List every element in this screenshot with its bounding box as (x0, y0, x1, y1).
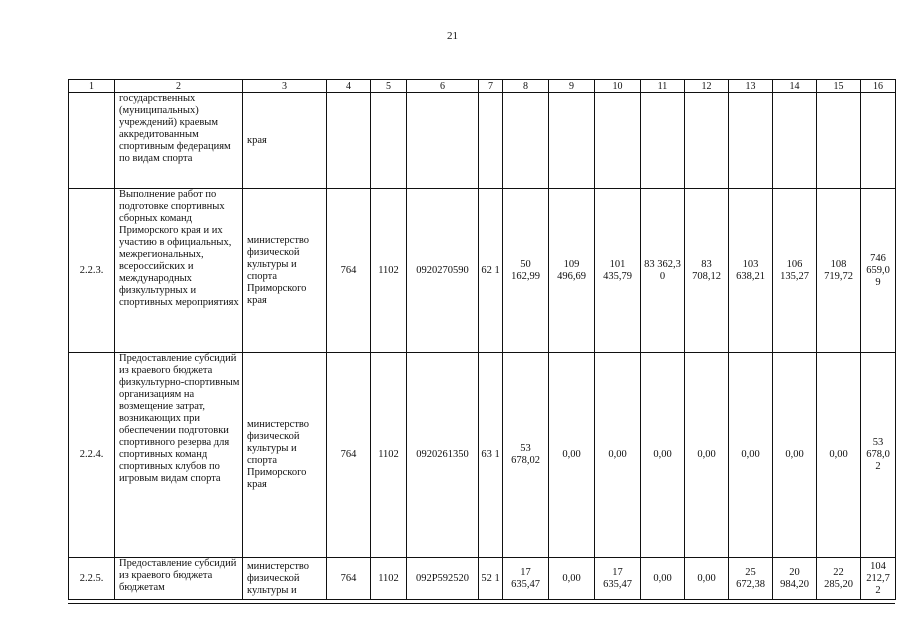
column-number: 11 (641, 80, 685, 93)
cell-value: 53 678,02 (503, 353, 549, 558)
cell-value (549, 93, 595, 189)
cell-value: 1102 (371, 558, 407, 600)
cell-value: 764 (327, 353, 371, 558)
cell-value: 1102 (371, 353, 407, 558)
budget-table (68, 79, 896, 600)
cell-value (773, 93, 817, 189)
cell-value: 63 1 (479, 353, 503, 558)
column-number: 16 (861, 80, 896, 93)
cell-value: 0920270590 (407, 189, 479, 353)
cell-value: 0,00 (549, 353, 595, 558)
column-number: 14 (773, 80, 817, 93)
column-number: 12 (685, 80, 729, 93)
cell-value: 0,00 (549, 558, 595, 600)
cell-value: 0,00 (817, 353, 861, 558)
column-number: 8 (503, 80, 549, 93)
cell-value (641, 93, 685, 189)
cell-value: 20 984,20 (773, 558, 817, 600)
cell-value: 0,00 (595, 353, 641, 558)
cell-value: 109 496,69 (549, 189, 595, 353)
cell-value (479, 93, 503, 189)
responsible-executor: министерство физической культуры и (243, 558, 327, 600)
column-number: 3 (243, 80, 327, 93)
column-number: 13 (729, 80, 773, 93)
cell-value: 764 (327, 558, 371, 600)
page-bottom-divider (68, 603, 895, 604)
cell-value: 53 678,0 2 (861, 353, 896, 558)
item-number: 2.2.5. (69, 558, 115, 600)
table-row (69, 189, 896, 353)
cell-value: 22 285,20 (817, 558, 861, 600)
responsible-executor: министерство физической культуры и спорта Приморского края (243, 189, 327, 353)
cell-value: 17 635,47 (503, 558, 549, 600)
page-number: 21 (447, 30, 458, 42)
column-number: 2 (115, 80, 243, 93)
cell-value (595, 93, 641, 189)
event-name: Предоставление субсидий из краевого бюджета бюджетам (115, 558, 243, 600)
cell-value: 83 362,3 0 (641, 189, 685, 353)
cell-value: 83 708,12 (685, 189, 729, 353)
cell-value: 1102 (371, 189, 407, 353)
cell-value: 103 638,21 (729, 189, 773, 353)
cell-value: 17 635,47 (595, 558, 641, 600)
item-number: 2.2.3. (69, 189, 115, 353)
cell-value: 764 (327, 189, 371, 353)
responsible-executor: министерство физической культуры и спорта Приморского края (243, 353, 327, 558)
column-number: 9 (549, 80, 595, 93)
cell-value: 108 719,72 (817, 189, 861, 353)
cell-value (685, 93, 729, 189)
table-row (69, 353, 896, 558)
column-number: 5 (371, 80, 407, 93)
column-number: 4 (327, 80, 371, 93)
cell-value: 0,00 (685, 353, 729, 558)
column-number: 7 (479, 80, 503, 93)
cell-value (817, 93, 861, 189)
cell-value: 0,00 (685, 558, 729, 600)
cell-value: 106 135,27 (773, 189, 817, 353)
cell-value (371, 93, 407, 189)
cell-value: 101 435,79 (595, 189, 641, 353)
event-name: государственных (муниципальных) учреждений) краевым аккредитованным спортивным федерациям по видам спорта (115, 93, 243, 189)
cell-value (503, 93, 549, 189)
cell-value: 0,00 (641, 353, 685, 558)
cell-value (407, 93, 479, 189)
cell-value: 104 212,7 2 (861, 558, 896, 600)
column-number: 6 (407, 80, 479, 93)
table-row (69, 558, 896, 600)
cell-value: 0,00 (641, 558, 685, 600)
cell-value: 0920261350 (407, 353, 479, 558)
column-number: 15 (817, 80, 861, 93)
event-name: Предоставление субсидий из краевого бюджета физкультурно-спортивным организациям на возмещение затрат, возникающих при обеспечении подготовки спортивного резерва для спортивных команд спортивных клубов по игровым видам спорта (115, 353, 243, 558)
cell-value (729, 93, 773, 189)
cell-value (861, 93, 896, 189)
cell-value: 0,00 (773, 353, 817, 558)
cell-value: 52 1 (479, 558, 503, 600)
column-number: 1 (69, 80, 115, 93)
cell-value: 092P592520 (407, 558, 479, 600)
column-number: 10 (595, 80, 641, 93)
cell-value: 0,00 (729, 353, 773, 558)
column-number-row (69, 80, 896, 93)
table-row (69, 93, 896, 189)
item-number: 2.2.4. (69, 353, 115, 558)
event-name: Выполнение работ по подготовке спортивных сборных команд Приморского края и их участию в официальных, межрегиональных, всероссийских и международных физкультурных и спортивных мероприятиях (115, 189, 243, 353)
cell-value (327, 93, 371, 189)
responsible-executor: края (243, 93, 327, 189)
cell-value: 62 1 (479, 189, 503, 353)
cell-value: 50 162,99 (503, 189, 549, 353)
cell-value: 25 672,38 (729, 558, 773, 600)
item-number (69, 93, 115, 189)
cell-value: 746 659,0 9 (861, 189, 896, 353)
